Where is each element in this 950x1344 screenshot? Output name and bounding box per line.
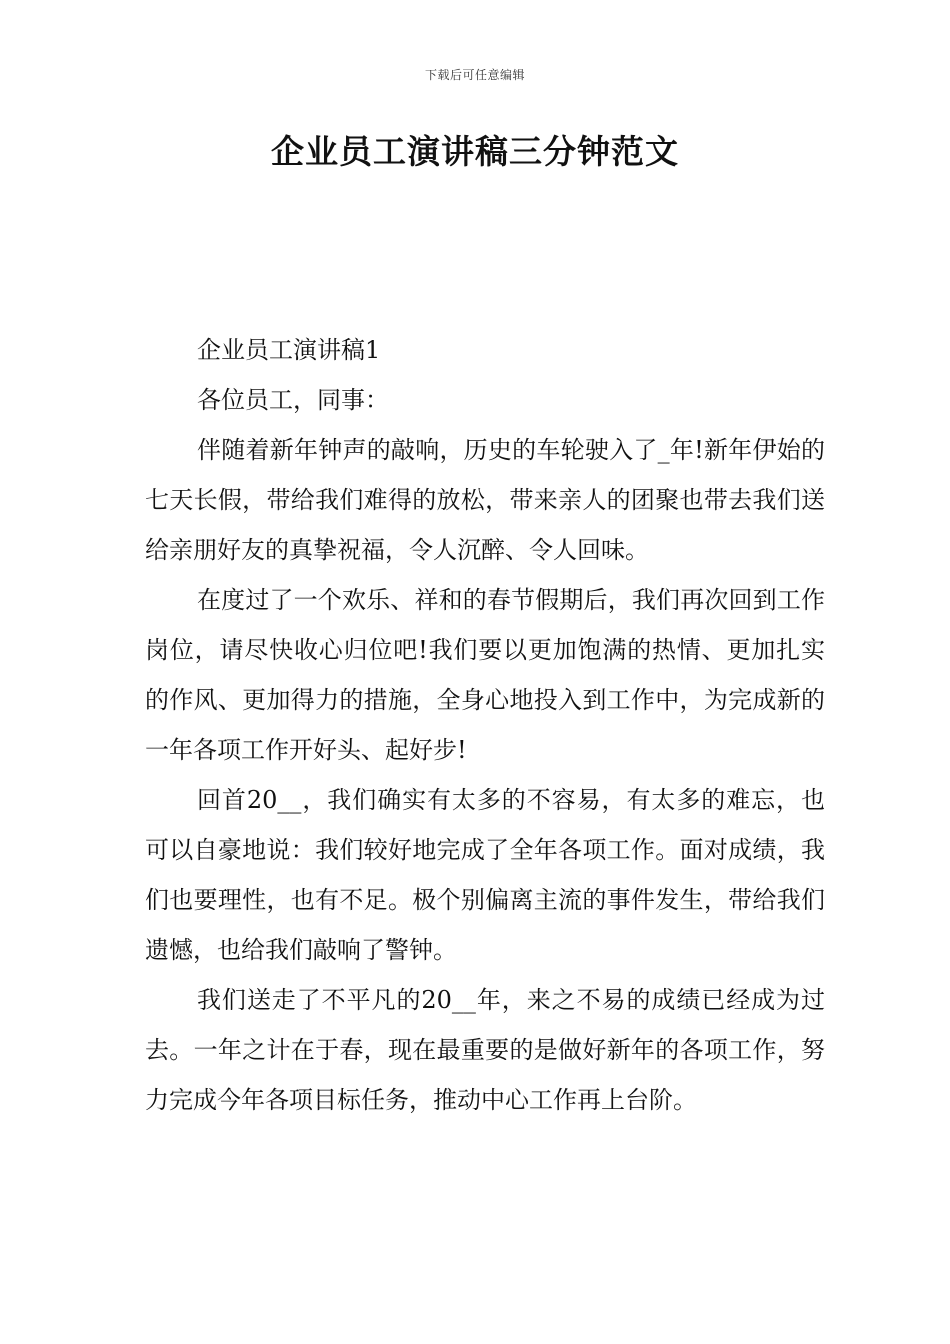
body-paragraph: 回首20__，我们确实有太多的不容易，有太多的难忘，也可以自豪地说：我们较好地完成了全年各项工作。面对成绩，我们也要理性，也有不足。极个别偏离主流的事件发生，带给我们遗憾，也给我们敲响了警钟。 [145, 786, 825, 964]
body-paragraph: 我们送走了不平凡的20__年，来之不易的成绩已经成为过去。一年之计在于春，现在最重要的是做好新年的各项工作，努力完成今年各项目标任务，推动中心工作再上台阶。 [145, 986, 825, 1114]
document-title: 企业员工演讲稿三分钟范文 [271, 132, 679, 171]
body-paragraph: 伴随着新年钟声的敲响，历史的车轮驶入了_年!新年伊始的七天长假，带给我们难得的放松，带来亲人的团聚也带去我们送给亲朋好友的真挚祝福，令人沉醉、令人回味。 [145, 436, 825, 564]
header-note: 下载后可任意编辑 [424, 68, 525, 82]
speech-heading: 企业员工演讲稿1 [197, 336, 381, 364]
body-paragraph: 在度过了一个欢乐、祥和的春节假期后，我们再次回到工作岗位，请尽快收心归位吧!我们要以更加饱满的热情、更加扎实的作风、更加得力的措施，全身心地投入到工作中，为完成新的一年各项工作开好头、起好步! [145, 586, 825, 764]
salutation: 各位员工，同事： [197, 386, 389, 414]
document-body [145, 325, 825, 1125]
